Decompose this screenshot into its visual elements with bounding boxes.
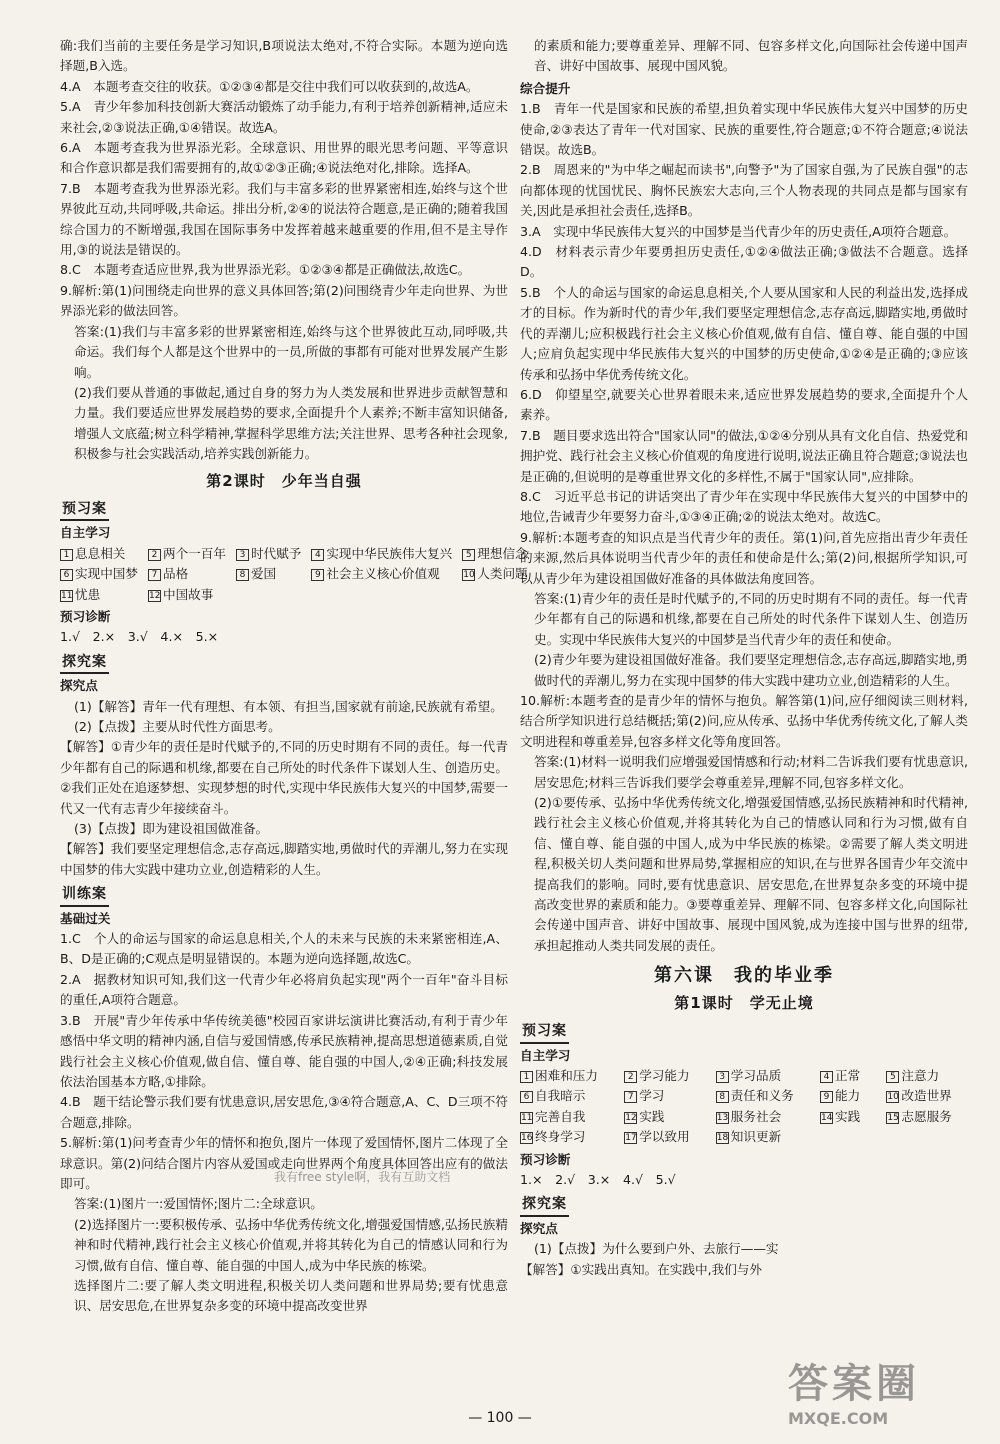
training-q5-analysis: 5.解析:第(1)问考查青少年的情怀和抱负,图片一体现了爱国情怀,图片二体现了全球意识。第(2)问结合图片内容从爱国或走向世界两个角度具体回答出应有的做法即可。 — [60, 1135, 508, 1191]
lesson1-keyword — [820, 1107, 876, 1127]
keyword-number-box: 13 — [716, 1112, 729, 1123]
comp-q5: 5.B 个人的命运与国家的命运息息相关,个人要从国家和人民的利益出发,选择成才的目标。作为新时代的青少年,我们要坚定理想信念,志存高远,脚踏实地,勇做时代的弄潮儿;应积极践行社会主义核心价值观,做有自信、懂自尊、能自强的中国人;应肩负起实现中华民族伟大复兴的中国梦的历史使命,①②④是正确的;③应该传承和弘扬中华优秀传统文化。 — [520, 284, 968, 382]
lesson1-keyword — [624, 1107, 706, 1127]
continued-text: 的素质和能力;要尊重差异、理解不同、包容多样文化,向国际社会传递中国声音、讲好中国故事、展现中国风貌。 — [534, 38, 968, 74]
keyword-text: 实践 — [639, 1108, 665, 1124]
lesson2-keyword — [311, 544, 452, 564]
keyword-text: 实现中华民族伟大复兴 — [326, 545, 453, 561]
lesson2-keyword — [462, 564, 527, 584]
explore-2-hint: (2)【点拨】主要从时代性方面思考。 — [74, 719, 281, 734]
answer-q8: 8.C 本题考查适应世界,我为世界添光彩。①②③④都是正确做法,故选C。 — [60, 262, 471, 278]
lesson2-keyword — [462, 544, 527, 564]
explore-point-heading-2: 探究点 — [520, 1220, 558, 1236]
keyword-text: 两个一百年 — [162, 545, 226, 561]
lesson2-keyword — [148, 564, 226, 584]
explore-3-answer: 【解答】我们要坚定理想信念,志存高远,脚踏实地,勇做时代的弄潮儿,努力在实现中国梦的伟大实践中建功立业,创造精彩的人生。 — [60, 841, 508, 877]
keyword-number-box: 12 — [148, 590, 161, 601]
comp-q4: 4.D 材料表示青少年要勇担历史责任,①②④做法正确;③做法不合题意。选择D。 — [520, 244, 968, 280]
training-case-heading: 训练案 — [60, 884, 109, 906]
explore-1: (1)【解答】青年一代有理想、有本领、有担当,国家就有前途,民族就有希望。 — [74, 698, 503, 714]
explore-case-heading: 探究案 — [60, 652, 109, 674]
keyword-number-box: 1 — [60, 549, 73, 561]
keyword-text: 知识更新 — [730, 1129, 782, 1145]
basic-heading: 基础过关 — [60, 910, 111, 926]
keyword-number-box: 14 — [820, 1112, 833, 1123]
keyword-text: 爱国 — [250, 566, 277, 582]
lesson1-keyword — [716, 1066, 810, 1086]
preview-diagnosis-heading: 预习诊断 — [60, 608, 111, 624]
keyword-text: 理想信念 — [477, 545, 528, 561]
right-column — [520, 36, 968, 1280]
training-q5-answer1: 答案:(1)图片一:爱国情怀;图片二:全球意识。 — [74, 1196, 323, 1212]
lesson2-keyword — [148, 585, 226, 605]
keyword-number-box: 10 — [463, 570, 475, 581]
keyword-number-box: 17 — [625, 1133, 637, 1144]
stamp-logo-text: 答案圈 — [788, 1361, 920, 1407]
lesson1-keyword — [820, 1066, 876, 1086]
lesson2-keyword — [148, 544, 226, 564]
keyword-text: 完善自我 — [535, 1108, 586, 1124]
preview-diagnosis-heading-2: 预习诊断 — [520, 1151, 571, 1167]
keyword-text: 注意力 — [901, 1067, 940, 1083]
keyword-number-box: 15 — [887, 1112, 899, 1123]
lesson1-keyword — [886, 1107, 968, 1127]
comp-q2: 2.B 周恩来的"为中华之崛起而读书",向警予"为了国家自强,为了民族自强"的志向都体现的忧国忧民、胸怀民族宏大志向,三个人物表现的共同点是都与国家有关,因此是承担社会责任,选择B。 — [520, 162, 968, 219]
keyword-number-box: 7 — [624, 1091, 637, 1103]
answer-q9-part2: (2)我们要从普通的事做起,通过自身的努力为人类发展和世界进步贡献智慧和力量。我们要适应世界发展趋势的要求,全面提升个人素养;不断丰富知识储备,增强人文底蕴;树立科学精神,掌握科学思维方法;关注世界、思考各种社会现象,积极参与社会实践活动,培养实践创新能力。 — [74, 384, 508, 462]
keyword-number-box: 12 — [625, 1112, 637, 1123]
keyword-number-box: 6 — [520, 1091, 533, 1103]
lesson1-keyword — [520, 1127, 614, 1147]
comp-q7: 7.B 题目要求选出符合"国家认同"的做法,①②④分别从具有文化自信、热爱党和拥护党、践行社会主义核心价值观的角度进行说明,说法正确且符合题意;③说法也是正确的,但说明的是尊重世界文化的多样性,不属于"国家认同",应排除。 — [520, 427, 968, 484]
keyword-text: 责任和义务 — [730, 1088, 794, 1104]
lesson2-keyword — [311, 564, 452, 584]
lesson1-keyword — [886, 1066, 968, 1086]
keyword-number-box: 4 — [820, 1071, 833, 1083]
lesson2-title: 第2课时 少年当自强 — [206, 471, 362, 490]
keyword-number-box: 11 — [521, 1112, 533, 1123]
preview-case-heading: 预习案 — [60, 499, 109, 521]
explore-case-heading-2: 探究案 — [520, 1194, 569, 1216]
comp-q10-answer1: 答案:(1)材料一说明我们应增强爱国情感和行动;材料二告诉我们要有忧患意识,居安思危;材料三告诉我们要学会尊重差异,理解不同,包容多样文化。 — [534, 754, 968, 790]
answer-q9-part1: 答案:(1)我们与丰富多彩的世界紧密相连,始终与这个世界彼此互动,同呼吸,共命运。我们每个人都是这个世界中的一员,所做的事都有可能对世界发展产生影响。 — [74, 323, 508, 380]
comp-q6: 6.D 仰望星空,就要关心世界着眼未来,适应世界发展趋势的要求,全面提升个人素养。 — [520, 386, 968, 423]
keyword-number-box: 5 — [462, 549, 475, 561]
comp-q1: 1.B 青年一代是国家和民族的希望,担负着实现中华民族伟大复兴中国梦的历史使命,②③表达了青年一代对国家、民族的重要性,符合题意;①不符合题意;④说法错误。故选B。 — [520, 101, 968, 158]
keyword-text: 学习 — [639, 1088, 665, 1104]
keyword-number-box: 16 — [521, 1133, 533, 1144]
lesson1-keyword — [624, 1127, 706, 1147]
keyword-text: 志愿服务 — [901, 1108, 952, 1124]
keyword-text: 人类问题 — [477, 566, 528, 582]
preview-diagnosis-answers-2: 1.× 2.√ 3.× 4.√ 5.√ — [520, 1171, 676, 1187]
keyword-number-box: 9 — [311, 569, 324, 581]
keyword-text: 学习品质 — [730, 1067, 782, 1083]
comp-q10-analysis: 10.解析:本题考查的是青少年的情怀与抱负。解答第(1)问,应仔细阅读三则材料,结合所学知识进行总结概括;第(2)问,应从传承、弘扬中华优秀传统文化,了解人类文明进程和尊重差异,包容多样文化等角度回答。 — [520, 693, 968, 749]
keyword-text: 忧患 — [75, 586, 101, 602]
keyword-text: 能力 — [834, 1088, 861, 1104]
training-q5-answer2: (2)选择图片一:要积极传承、弘扬中华优秀传统文化,增强爱国情感,弘扬民族精神和时代精神,践行社会主义核心价值观,并将其转化为自己的情感认同和行为习惯,做有自信、懂自尊、能自强的中国人,成为中华民族的栋梁。 — [74, 1216, 508, 1273]
keyword-text: 困难和压力 — [535, 1067, 598, 1083]
keyword-text: 自我暗示 — [535, 1088, 586, 1104]
keyword-text: 中国故事 — [162, 586, 214, 602]
lesson1-title: 第1课时 学无止境 — [674, 993, 814, 1012]
lesson1-keyword — [716, 1127, 810, 1147]
lesson1-keyword — [624, 1086, 706, 1106]
comp-q9-answer2: (2)青少年要为建设祖国做好准备。我们要坚定理想信念,志存高远,脚踏实地,勇做时代的弄潮儿,努力在实现中国梦的伟大实践中建功立业,创造精彩的人生。 — [534, 652, 968, 688]
comp-q10-answer2: (2)①要传承、弘扬中华优秀传统文化,增强爱国情感,弘扬民族精神和时代精神,践行社会主义核心价值观,并将其转化为自己的情感认同和行为习惯,做有自信、懂自尊、能自强的中国人,成为中华民族的栋梁。②需要了解人类文明进程,积极关切人类问题和世界局势,掌握相应的知识,在与世界各国青少年交流中提高我们的影响。同时,要有忧患意识、居安思危,在世界复杂多变的环境中提高改变世界的素质和能力。③要尊重差异、理解不同、包容多样文化,向国际社会传递中国声音、讲好中国故事、展现中国风貌,成为连接中国与世界的纽带,承担起推动人类共同发展的责任。 — [534, 795, 968, 953]
keyword-number-box: 1 — [520, 1071, 533, 1083]
training-q1: 1.C 个人的命运与国家的命运息息相关,个人的未来与民族的未来紧密相连,A、B、D是正确的;C观点是明显错误的。本题为逆向选择题,故选C。 — [60, 931, 508, 967]
keyword-text: 学习能力 — [639, 1067, 690, 1083]
keyword-number-box: 9 — [820, 1091, 833, 1103]
training-q2: 2.A 据教材知识可知,我们这一代青少年必将肩负起实现"两个一百年"奋斗目标的重任,A项符合题意。 — [60, 971, 508, 1008]
lesson2-keyword — [236, 544, 301, 564]
self-study-heading-2: 自主学习 — [520, 1047, 571, 1063]
keyword-number-box: 8 — [716, 1091, 729, 1103]
comprehensive-heading: 综合提升 — [520, 80, 571, 96]
keyword-number-box: 5 — [886, 1071, 899, 1083]
explore-3-hint: (3)【点拨】即为建设祖国做准备。 — [74, 821, 269, 837]
self-study-keywords — [60, 544, 528, 605]
keyword-number-box: 7 — [148, 569, 161, 581]
preview-diagnosis-answers: 1.√ 2.× 3.√ 4.× 5.× — [60, 629, 219, 645]
keyword-number-box: 18 — [716, 1133, 729, 1144]
lesson2-keyword — [60, 564, 138, 584]
lesson1-keyword — [716, 1107, 810, 1127]
lesson1-keyword — [624, 1066, 706, 1086]
chapter6-title: 第六课 我的毕业季 — [654, 965, 834, 987]
answer-q6: 6.A 本题考查我为世界添光彩。全球意识、用世界的眼光思考问题、平等意识和合作意识都是我们需要拥有的,故①②③正确;④说法绝对化,排除。选择A。 — [60, 140, 508, 176]
comp-q3: 3.A 实现中华民族伟大复兴的中国梦是当代青少年的历史责任,A项符合题意。 — [520, 223, 957, 239]
watermark-text: 我有free style啊，我有互助文档 — [274, 1170, 451, 1184]
training-q5-answer3: 选择图片二:要了解人类文明进程,积极关切人类问题和世界局势;要有忧患意识、居安思危,在世界复杂多变的环境中提高改变世界 — [74, 1277, 508, 1314]
keyword-number-box: 6 — [60, 569, 73, 581]
explore-2-answer: 【解答】①青少年的责任是时代赋予的,不同的历史时期有不同的责任。每一代青少年都有自己的际遇和机缘,都要在自己所处的时代条件下谋划人生、创造历史。②我们正处在追逐梦想、实现梦想的时代,实现中华民族伟大复兴的中国梦,需要一代又一代有志青少年接续奋斗。 — [60, 739, 508, 816]
lesson1-keyword — [820, 1086, 876, 1106]
answer-q7: 7.B 本题考查我为世界添光彩。我们与丰富多彩的世界紧密相连,始终与这个世界彼此互动,共同呼吸,共命运。排出分析,②④的说法符合题意,是正确的;随着我国综合国力的不断增强,我国在国际事务中发挥着越来越重要的作用,但不是主导作用,③的说法是错误的。 — [60, 180, 508, 258]
answer-q5: 5.A 青少年参加科技创新大赛活动锻炼了动手能力,有利于培养创新精神,适应未来社会,②③说法正确,①④错误。故选A。 — [60, 99, 508, 135]
lesson1-keyword — [520, 1066, 614, 1086]
keyword-number-box: 8 — [236, 569, 249, 581]
self-study-heading: 自主学习 — [60, 525, 111, 541]
keyword-number-box: 2 — [624, 1071, 637, 1083]
explore-1-hint-2: (1)【点拨】为什么要到户外、去旅行——实 — [534, 1241, 779, 1257]
keyword-text: 正常 — [834, 1067, 861, 1083]
watermark-scribble — [272, 1108, 502, 1168]
keyword-number-box: 10 — [887, 1092, 899, 1103]
lesson1-keyword — [716, 1086, 810, 1106]
keyword-text: 实践 — [834, 1108, 861, 1124]
comp-q9-analysis: 9.解析:本题考查的知识点是当代青少年的责任。第(1)问,首先应指出青少年责任的来源,然后具体说明当代青少年的责任和使命是什么;第(2)问,根据所学知识,可以从青少年为建设祖国做好准备的具体做法角度回答。 — [520, 529, 968, 586]
stamp-logo-url: MXQE.COM — [788, 1409, 889, 1428]
keyword-number-box: 3 — [716, 1071, 729, 1083]
lesson2-keyword — [60, 585, 138, 605]
explore-1-answer-2: 【解答】①实践出真知。在实践中,我们与外 — [520, 1261, 762, 1277]
analysis-q9: 9.解析:第(1)问围绕走向世界的意义具体回答;第(2)问围绕青少年走向世界、为世界添光彩的做法回答。 — [60, 282, 508, 319]
keyword-text: 学以致用 — [639, 1129, 690, 1145]
keyword-text: 改造世界 — [901, 1088, 952, 1104]
keyword-text: 社会主义核心价值观 — [326, 566, 440, 582]
keyword-text: 实现中国梦 — [75, 566, 138, 582]
comp-q8: 8.C 习近平总书记的讲话突出了青少年在实现中华民族伟大复兴的中国梦中的地位,告诫青少年要努力奋斗,①③④正确;②的说法太绝对。故选C。 — [520, 488, 968, 525]
self-study-keywords-2 — [520, 1066, 968, 1148]
keyword-number-box: 4 — [311, 549, 324, 561]
intro-text: 确:我们当前的主要任务是学习知识,B项说法太绝对,不符合实际。本题为逆向选择题,B入选。 — [60, 38, 508, 74]
keyword-number-box: 2 — [148, 549, 161, 561]
training-q4: 4.B 题干结论警示我们要有忧患意识,居安思危,③④符合题意,A、C、D三项不符合题意,排除。 — [60, 1094, 508, 1130]
lesson1-keyword — [520, 1107, 614, 1127]
keyword-number-box: 11 — [61, 590, 73, 601]
explore-point-heading: 探究点 — [60, 678, 98, 694]
keyword-text: 服务社会 — [730, 1108, 782, 1124]
keyword-text: 时代赋予 — [250, 545, 302, 561]
keyword-number-box: 3 — [236, 549, 249, 561]
comp-q9-answer1: 答案:(1)青少年的责任是时代赋予的,不同的历史时期有不同的责任。每一代青少年都有自己的际遇和机缘,都要在自己所处的时代条件下谋划人生、创造历史。实现中华民族伟大复兴的中国梦是当代青少年的责任和使命。 — [534, 590, 968, 647]
page-number: — 100 — — [468, 1410, 532, 1426]
lesson2-keyword — [236, 564, 301, 584]
training-q3: 3.B 开展"青少年传承中华传统美德"校园百家讲坛演讲比赛活动,有利于青少年感悟中华文明的精神内涵,自信与爱国情感,传承民族精神,提高思想道德素质,自觉践行社会主义核心价值观,做自信、懂自尊、能自强的中国人,②④正确;科技发展依法治国基本方略,①排除。 — [60, 1012, 508, 1089]
preview-case-heading-2: 预习案 — [520, 1021, 569, 1043]
lesson1-keyword — [520, 1086, 614, 1106]
keyword-text: 息息相关 — [75, 545, 126, 561]
lesson1-keyword — [886, 1086, 968, 1106]
answer-q4: 4.A 本题考查交往的收获。①②③④都是交往中我们可以收获到的,故选A。 — [60, 78, 479, 94]
lesson2-keyword — [60, 544, 138, 564]
keyword-text: 品格 — [162, 566, 189, 582]
keyword-text: 终身学习 — [535, 1129, 586, 1145]
